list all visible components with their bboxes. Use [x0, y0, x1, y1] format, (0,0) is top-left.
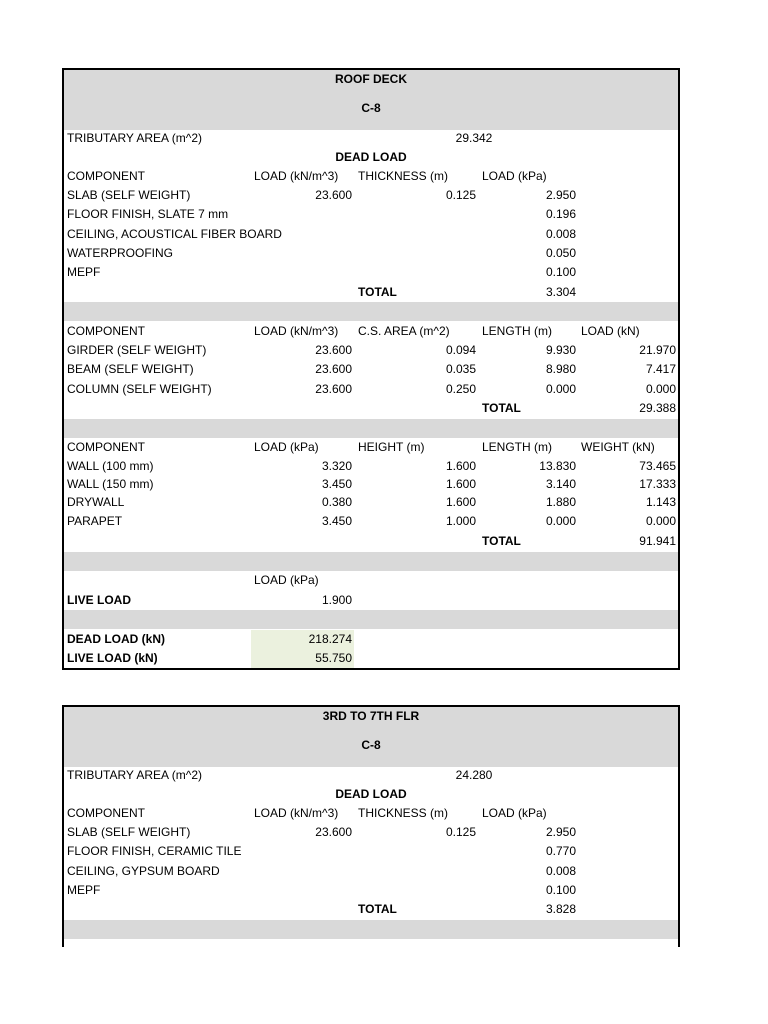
- roof-slab-row-thickness: 0.125: [445, 188, 476, 202]
- roof-wall-row-load: 3.450: [321, 514, 352, 528]
- roof-wall-row-weight: 17.333: [639, 477, 676, 491]
- floor-slab-header-component: COMPONENT: [67, 806, 145, 820]
- floor-column-id: C-8: [361, 738, 381, 752]
- floor-tributary-value: 24.280: [455, 768, 493, 782]
- roof-wall-row-load: 0.380: [321, 495, 352, 509]
- roof-live-load-value: 1.900: [321, 593, 352, 607]
- roof-slab-header-unit-load: LOAD (kN/m^3): [254, 169, 339, 183]
- floor-slab-row-name: CEILING, GYPSUM BOARD: [67, 864, 220, 878]
- roof-frame-row-length: 0.000: [545, 382, 576, 396]
- roof-slab-header-load: LOAD (kPa): [482, 169, 547, 183]
- roof-slab-row-name: WATERPROOFING: [67, 246, 173, 260]
- floor-slab-row-name: MEPF: [67, 883, 101, 897]
- roof-dead-load-heading: DEAD LOAD: [335, 150, 407, 164]
- roof-frame-row-area: 0.094: [445, 343, 476, 357]
- dead-load-kn-label: DEAD LOAD (kN): [67, 632, 165, 646]
- roof-wall-total-label: TOTAL: [482, 534, 521, 548]
- roof-wall-row-height: 1.600: [445, 495, 476, 509]
- floor-slab-header-load: LOAD (kPa): [482, 806, 547, 820]
- dead-load-kn-value: 218.274: [308, 632, 352, 646]
- roof-wall-row-weight: 0.000: [645, 514, 676, 528]
- roof-slab-row-load: 0.050: [545, 246, 576, 260]
- roof-wall-row-name: WALL (100 mm): [67, 459, 154, 473]
- roof-frame-row-length: 8.980: [545, 362, 576, 376]
- floor-slab-header-thickness: THICKNESS (m): [358, 806, 448, 820]
- roof-divider-band: [64, 419, 678, 438]
- roof-frame-header-area: C.S. AREA (m^2): [358, 324, 450, 338]
- roof-wall-header-component: COMPONENT: [67, 440, 145, 454]
- roof-frame-row-load: 0.000: [645, 382, 676, 396]
- roof-frame-header-component: COMPONENT: [67, 324, 145, 338]
- roof-column-id: C-8: [361, 101, 381, 115]
- roof-frame-row-name: BEAM (SELF WEIGHT): [67, 362, 194, 376]
- roof-slab-row-name: FLOOR FINISH, SLATE 7 mm: [67, 207, 229, 221]
- roof-wall-row-length: 3.140: [545, 477, 576, 491]
- roof-wall-row-load: 3.320: [321, 459, 352, 473]
- roof-frame-row-unit: 23.600: [315, 343, 352, 357]
- roof-wall-row-weight: 73.465: [639, 459, 676, 473]
- floor-tributary-label: TRIBUTARY AREA (m^2): [67, 768, 202, 782]
- live-load-kn-value: 55.750: [315, 651, 352, 665]
- roof-slab-header-component: COMPONENT: [67, 169, 145, 183]
- roof-slab-total-label: TOTAL: [358, 285, 397, 299]
- live-load-kn-label: LIVE LOAD (kN): [67, 651, 158, 665]
- floor-slab-row-load: 0.100: [545, 883, 576, 897]
- roof-wall-row-load: 3.450: [321, 477, 352, 491]
- roof-frame-row-length: 9.930: [545, 343, 576, 357]
- roof-frame-row-name: GIRDER (SELF WEIGHT): [67, 343, 207, 357]
- floor-slab-total-label: TOTAL: [358, 902, 397, 916]
- roof-wall-header-weight: WEIGHT (kN): [581, 440, 655, 454]
- roof-frame-header-unit-load: LOAD (kN/m^3): [254, 324, 339, 338]
- floor-slab-row-load: 2.950: [545, 825, 576, 839]
- roof-slab-row-unit: 23.600: [315, 188, 352, 202]
- roof-wall-row-weight: 1.143: [645, 495, 676, 509]
- floor-slab-row-load: 0.770: [545, 844, 576, 858]
- roof-slab-row-load: 2.950: [545, 188, 576, 202]
- roof-divider-band: [64, 610, 678, 629]
- roof-wall-row-length: 1.880: [545, 495, 576, 509]
- roof-frame-row-area: 0.250: [445, 382, 476, 396]
- roof-wall-row-height: 1.000: [445, 514, 476, 528]
- roof-wall-row-name: PARAPET: [67, 514, 123, 528]
- roof-frame-row-load: 7.417: [645, 362, 676, 376]
- roof-slab-row-name: SLAB (SELF WEIGHT): [67, 188, 191, 202]
- floor-slab-row-name: FLOOR FINISH, CERAMIC TILE: [67, 844, 242, 858]
- floor-slab-row-name: SLAB (SELF WEIGHT): [67, 825, 191, 839]
- roof-slab-total-value: 3.304: [545, 285, 576, 299]
- floor-divider-band: [64, 920, 678, 939]
- roof-live-header: LOAD (kPa): [254, 573, 319, 587]
- roof-divider-band: [64, 302, 678, 321]
- roof-slab-row-load: 0.196: [545, 207, 576, 221]
- roof-wall-row-length: 0.000: [545, 514, 576, 528]
- roof-slab-row-name: MEPF: [67, 265, 101, 279]
- floor-slab-header-unit-load: LOAD (kN/m^3): [254, 806, 339, 820]
- roof-frame-row-unit: 23.600: [315, 382, 352, 396]
- floor-title: 3RD TO 7TH FLR: [322, 709, 420, 723]
- roof-slab-row-name: CEILING, ACOUSTICAL FIBER BOARD: [67, 227, 282, 241]
- roof-wall-row-name: DRYWALL: [67, 495, 125, 509]
- roof-wall-header-length: LENGTH (m): [482, 440, 552, 454]
- roof-slab-row-load: 0.100: [545, 265, 576, 279]
- roof-frame-row-area: 0.035: [445, 362, 476, 376]
- roof-tributary-label: TRIBUTARY AREA (m^2): [67, 131, 202, 145]
- roof-frame-row-load: 21.970: [639, 343, 676, 357]
- roof-frame-row-unit: 23.600: [315, 362, 352, 376]
- roof-wall-row-length: 13.830: [539, 459, 576, 473]
- roof-tributary-value: 29.342: [455, 131, 493, 145]
- floor-slab-total-value: 3.828: [545, 902, 576, 916]
- roof-wall-row-height: 1.600: [445, 459, 476, 473]
- floor-slab-row-thickness: 0.125: [445, 825, 476, 839]
- floor-dead-load-heading: DEAD LOAD: [335, 787, 407, 801]
- roof-frame-total-label: TOTAL: [482, 401, 521, 415]
- roof-title: ROOF DECK: [335, 72, 407, 86]
- roof-frame-header-load: LOAD (kN): [581, 324, 640, 338]
- roof-live-load-label: LIVE LOAD: [67, 593, 132, 607]
- roof-deck-table: [62, 68, 680, 670]
- roof-frame-total-value: 29.388: [639, 401, 676, 415]
- roof-slab-header-thickness: THICKNESS (m): [358, 169, 448, 183]
- roof-divider-band: [64, 552, 678, 571]
- roof-slab-row-load: 0.008: [545, 227, 576, 241]
- roof-frame-row-name: COLUMN (SELF WEIGHT): [67, 382, 212, 396]
- floor-slab-row-unit: 23.600: [315, 825, 352, 839]
- roof-wall-row-name: WALL (150 mm): [67, 477, 154, 491]
- roof-frame-header-length: LENGTH (m): [482, 324, 552, 338]
- roof-wall-header-height: HEIGHT (m): [358, 440, 425, 454]
- roof-wall-header-load: LOAD (kPa): [254, 440, 319, 454]
- roof-wall-total-value: 91.941: [639, 534, 676, 548]
- floor-slab-row-load: 0.008: [545, 864, 576, 878]
- floor-table: [62, 705, 680, 947]
- roof-wall-row-height: 1.600: [445, 477, 476, 491]
